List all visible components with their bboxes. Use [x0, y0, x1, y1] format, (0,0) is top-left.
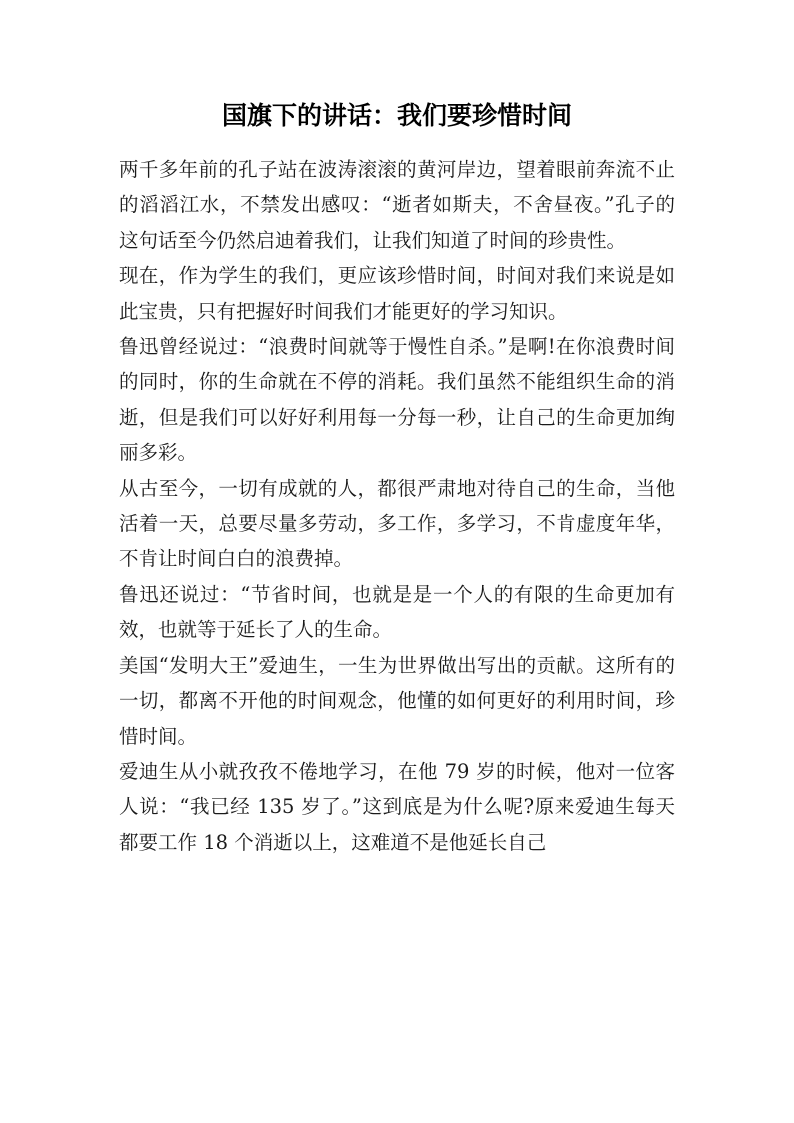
document-title: 国旗下的讲话：我们要珍惜时间 — [221, 101, 572, 130]
paragraph: 鲁迅曾经说过：“浪费时间就等于慢性自杀。”是啊!在你浪费时间的同时，你的生命就在不停的消耗。我们虽然不能组织生命的消逝，但是我们可以好好利用每一分每一秒，让自己的生命更加绚丽多彩。 — [119, 335, 675, 465]
paragraph: 两千多年前的孔子站在波涛滚滚的黄河岸边，望着眼前奔流不止的滔滔江水，不禁发出感叹：“逝者如斯夫，不舍昼夜。”孔子的这句话至今仍然启迪着我们，让我们知道了时间的珍贵性。 — [119, 158, 675, 252]
paragraph: 鲁迅还说过：“节省时间，也就是是一个人的有限的生命更加有效，也就等于延长了人的生命。 — [119, 582, 675, 642]
paragraph: 爱迪生从小就孜孜不倦地学习，在他 79 岁的时候，他对一位客人说：“我已经 135 岁了。”这到底是为什么呢?原来爱迪生每天都要工作 18 个消逝以上，这难道不是他延长自己 — [119, 759, 675, 854]
paragraph: 美国“发明大王”爱迪生，一生为世界做出写出的贡献。这所有的一切，都离不开他的时间观念，他懂的如何更好的利用时间，珍惜时间。 — [119, 653, 675, 748]
paragraph: 现在，作为学生的我们，更应该珍惜时间，时间对我们来说是如此宝贵，只有把握好时间我们才能更好的学习知识。 — [119, 264, 675, 323]
paragraph: 从古至今，一切有成就的人，都很严肃地对待自己的生命，当他活着一天，总要尽量多劳动，多工作，多学习，不肯虚度年华，不肯让时间白白的浪费掉。 — [119, 476, 675, 571]
document-body — [119, 152, 675, 860]
